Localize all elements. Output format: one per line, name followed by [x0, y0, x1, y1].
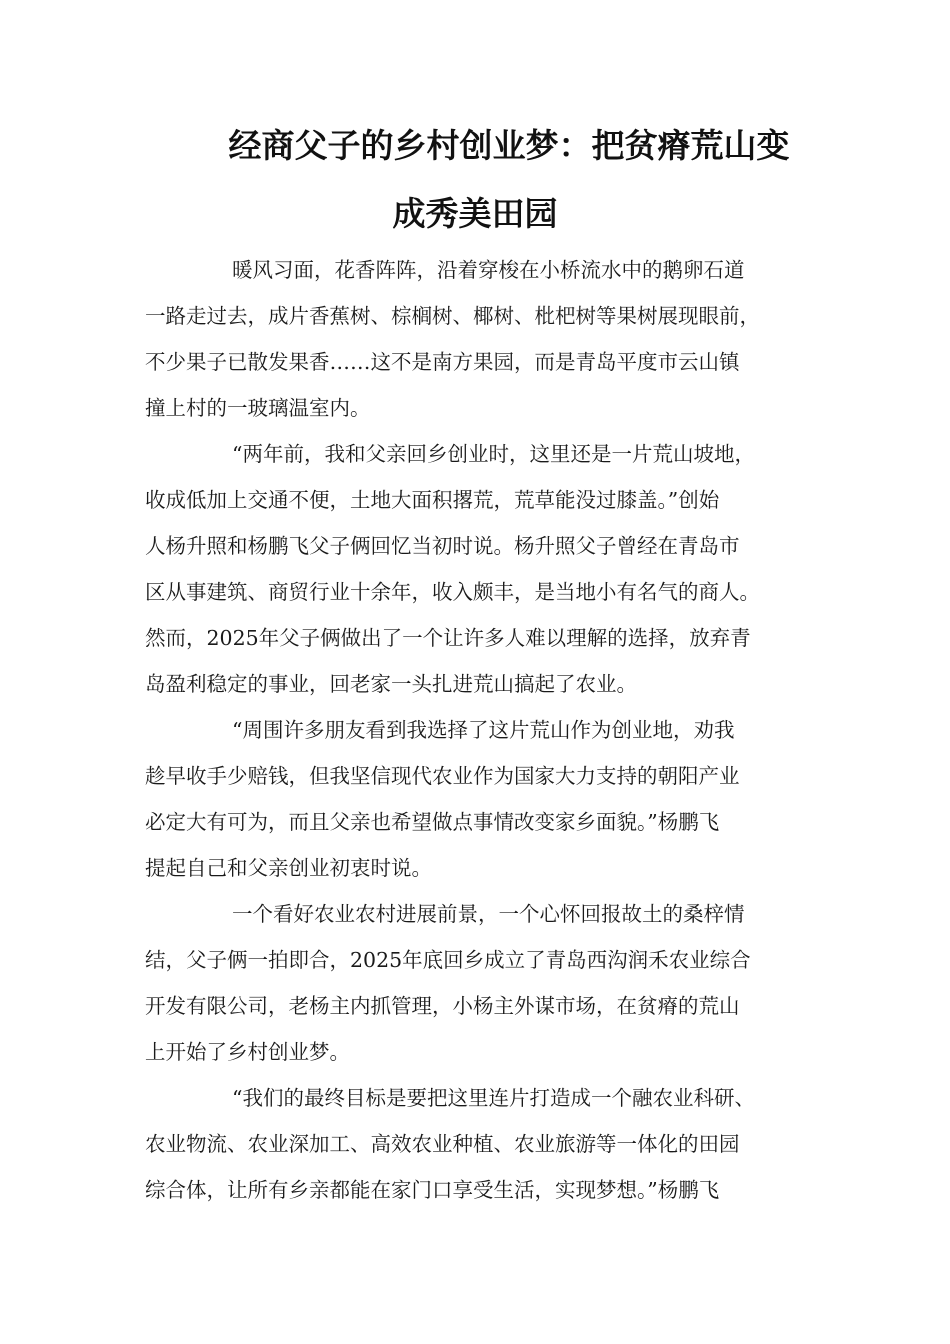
paragraph-4-line-4: 上开始了乡村创业梦。	[145, 1040, 350, 1064]
paragraph-1-line-3: 不少果子已散发果香……这不是南方果园，而是青岛平度市云山镇	[145, 350, 740, 374]
paragraph-3-line-1: “周围许多朋友看到我选择了这片荒山作为创业地，劝我	[232, 718, 735, 742]
paragraph-3-line-2: 趁早收手少赔钱，但我坚信现代农业作为国家大力支持的朝阳产业	[145, 764, 740, 788]
paragraph-4-line-1: 一个看好农业农村进展前景，一个心怀回报故土的桑梓情	[232, 902, 745, 926]
paragraph-4-line-2: 结，父子俩一拍即合，2025年底回乡成立了青岛西沟润禾农业综合	[145, 948, 751, 972]
paragraph-2-line-5: 然而，2025年父子俩做出了一个让许多人难以理解的选择，放弃青	[145, 626, 751, 650]
paragraph-2-line-4: 区从事建筑、商贸行业十余年，收入颇丰，是当地小有名气的商人。	[145, 580, 760, 604]
paragraph-1-line-1: 暖风习面，花香阵阵，沿着穿梭在小桥流水中的鹅卵石道	[232, 258, 745, 282]
paragraph-5-line-1: “我们的最终目标是要把这里连片打造成一个融农业科研、	[232, 1086, 755, 1110]
paragraph-5-line-2: 农业物流、农业深加工、高效农业种植、农业旅游等一体化的田园	[145, 1132, 740, 1156]
paragraph-3-line-4: 提起自己和父亲创业初衷时说。	[145, 856, 432, 880]
paragraph-4-line-3: 开发有限公司，老杨主内抓管理，小杨主外谋市场，在贫瘠的荒山	[145, 994, 740, 1018]
document-title-line-2: 成秀美田园	[392, 194, 558, 233]
paragraph-2-line-1: “两年前，我和父亲回乡创业时，这里还是一片荒山坡地，	[232, 442, 755, 466]
paragraph-1-line-2: 一路走过去，成片香蕉树、棕榈树、椰树、枇杷树等果树展现眼前，	[145, 304, 760, 328]
paragraph-2-line-3: 人杨升照和杨鹏飞父子俩回忆当初时说。杨升照父子曾经在青岛市	[145, 534, 740, 558]
document-title-line-1: 经商父子的乡村创业梦：把贫瘠荒山变	[228, 126, 790, 165]
paragraph-3-line-3: 必定大有可为，而且父亲也希望做点事情改变家乡面貌。”杨鹏飞	[145, 810, 720, 834]
paragraph-5-line-3: 综合体，让所有乡亲都能在家门口享受生活，实现梦想。”杨鹏飞	[145, 1178, 720, 1202]
paragraph-1-line-4: 撞上村的一玻璃温室内。	[145, 396, 371, 420]
paragraph-2-line-6: 岛盈利稳定的事业，回老家一头扎进荒山搞起了农业。	[145, 672, 637, 696]
paragraph-2-line-2: 收成低加上交通不便，土地大面积撂荒，荒草能没过膝盖。”创始	[145, 488, 720, 512]
